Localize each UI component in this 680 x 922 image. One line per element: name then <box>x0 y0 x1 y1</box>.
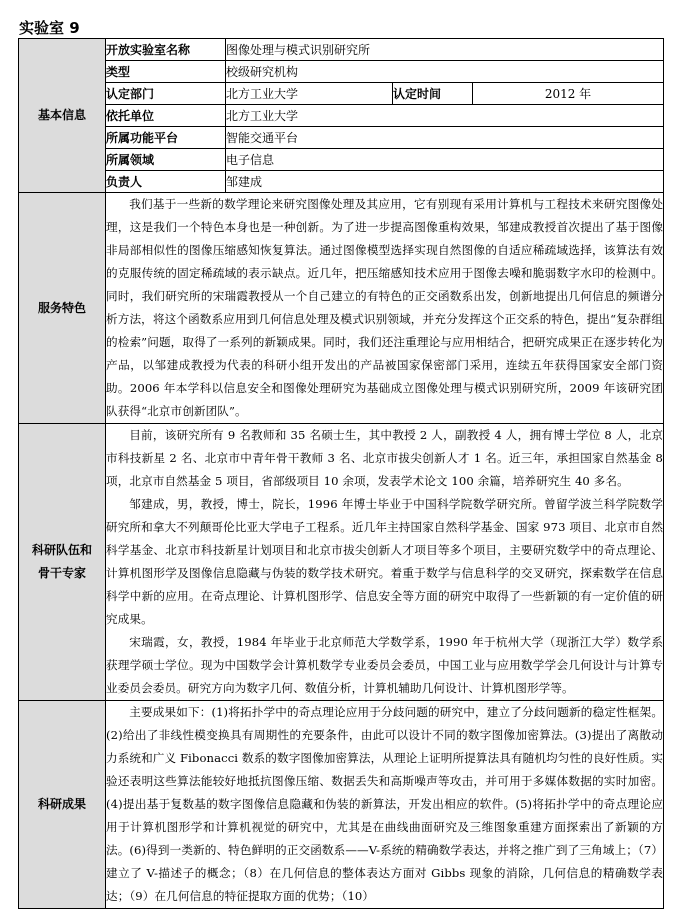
host-label: 依托单位 <box>106 105 226 127</box>
service-paragraph: 我们基于一些新的数学理论来研究图像处理及其应用，它有别现有采用计算机与工程技术来研究图像处理，这是我们一个特色本身也是一种创新。为了进一步提高图像重构效果，邹建成教授首次提出了基于图像非局部相似性的图像压缩感知恢复算法。通过图像模型选择实现自然图像的自适应稀疏域选择，该算法有效的克服传统的固定稀疏域的表示缺点。近几年，把压缩感知技术应用于图像去噪和脆弱数字水印的检测中。同时，我们研究所的宋瑞霞教授从一个自己建立的有特色的正交函数系出发，创新地提出几何信息的频谱分析方法，将这个函数系应用到几何信息处理及模式识别领域，并充分发挥这个正交系的特色，提出“复杂群组的检索”问题，取得了一系列的新颖成果。同时，我们还注重理论与应用相结合，把研究成果正在逐步转化为产品，以邹建成教授为代表的科研小组开发出的产品被国家保密部门采用，连续五年获得国家安全部门资助。2006 年本学科以信息安全和图像处理研究为基础成立图像处理与模式识别研究所，2009 年该研究团队获得“北京市创新团队”。 <box>106 197 664 418</box>
team-header-line-2: 骨干专家 <box>37 566 86 580</box>
platform-value: 智能交通平台 <box>226 127 664 149</box>
row-platform <box>19 127 664 149</box>
team-paragraph-song: 宋瑞霞，女，教授，1984 年毕业于北京师范大学数学系，1990 年于杭州大学（现浙江大学）数学系获理学硕士学位。现为中国数学会计算机数学专业委员会委员，中国工业与应用数学学会几何设计与计算专业委员会委员。研究方向为数字几何、数值分析，计算机辅助几何设计、计算机图形学等。 <box>106 635 664 695</box>
lab-name-value: 图像处理与模式识别研究所 <box>226 39 664 61</box>
results-content <box>106 701 664 909</box>
row-host <box>19 105 664 127</box>
service-content <box>106 193 664 424</box>
lab-info-table <box>18 38 664 909</box>
team-content <box>106 424 664 701</box>
row-lab-name <box>19 39 664 61</box>
row-team <box>19 424 664 701</box>
leader-label: 负责人 <box>106 171 226 193</box>
lab-name-label: 开放实验室名称 <box>106 39 226 61</box>
dept-value: 北方工业大学 <box>226 83 393 105</box>
results-paragraph: 主要成果如下：(1)将拓扑学中的奇点理论应用于分歧问题的研究中，建立了分歧问题新的稳定性框架。(2)给出了非线性模变换具有周期性的充要条件，由此可以设计不同的数字图像加密算法。(3)提出了离散动力系统和广义 Fibonacci 数系的数字图像加密算法，从理论上证明所提算法具有随机均匀性的良好性质。实验还表明这些算法能较好地抵抗图像压缩、数据丢失和高斯噪声等攻击，并可用于多媒体数据的实时加密。(4)提出基于复数基的数字图像信息隐藏和伪装的新算法，开发出相应的软件。(5)将拓扑学中的奇点理论应用于计算机图形学和计算机视觉的研究中，尤其是在曲线曲面研究及三维图象重建方面探索出了新颖的方法。(6)得到一类新的、特色鲜明的正交函数系——V-系统的精确数学表达，并将之推广到了三角域上；（7）建立了 V-描述子的概念；（8）在几何信息的整体表达方面对 Gibbs 现象的消除，几何信息的精确数学表达；（9）在几何信息的特征提取方面的优势；（10） <box>106 705 664 903</box>
team-header <box>19 424 106 701</box>
time-label: 认定时间 <box>393 83 473 105</box>
row-leader <box>19 171 664 193</box>
page-title: 实验室 9 <box>19 19 80 37</box>
row-results <box>19 701 664 909</box>
leader-value: 邹建成 <box>226 171 664 193</box>
team-header-line-1: 科研队伍和 <box>31 543 92 557</box>
basic-info-header: 基本信息 <box>19 39 106 193</box>
team-paragraph-overview: 目前，该研究所有 9 名教师和 35 名硕士生，其中教授 2 人，副教授 4 人，拥有博士学位 8 人，北京市科技新星 2 名、北京市中青年骨干教师 3 名、北京市拔尖创新人才 1 名。近三年，承担国家自然基金 8 项，北京市自然基金 5 项目，省部级项目 10 余项，发表学术论文 100 余篇，培养研究生 40 多名。 <box>106 428 664 488</box>
row-service <box>19 193 664 424</box>
row-field <box>19 149 664 171</box>
dept-label: 认定部门 <box>106 83 226 105</box>
time-value: 2012 年 <box>473 83 664 105</box>
host-value: 北方工业大学 <box>226 105 664 127</box>
field-value: 电子信息 <box>226 149 664 171</box>
type-label: 类型 <box>106 61 226 83</box>
results-header: 科研成果 <box>19 701 106 909</box>
platform-label: 所属功能平台 <box>106 127 226 149</box>
field-label: 所属领域 <box>106 149 226 171</box>
row-dept <box>19 83 664 105</box>
type-value: 校级研究机构 <box>226 61 664 83</box>
service-header: 服务特色 <box>19 193 106 424</box>
row-type <box>19 61 664 83</box>
team-paragraph-zou: 邹建成，男，教授，博士，院长，1996 年博士毕业于中国科学院数学研究所。曾留学波兰科学院数学研究所和拿大不列颠哥伦比亚大学电子工程系。近几年主持国家自然科学基金、国家 973 项目、北京市自然科学基金、北京市科技新星计划项目和北京市拔尖创新人才项目等多个项目，主要研究数学中的奇点理论、计算机图形学及图像信息隐藏与伪装的数学技术研究。着重于数学与信息科学的交叉研究，探索数学在信息科学中新的应用。在奇点理论、计算机图形学、信息安全等方面的研究中取得了一些新颖的有一定价值的研究成果。 <box>106 497 664 626</box>
